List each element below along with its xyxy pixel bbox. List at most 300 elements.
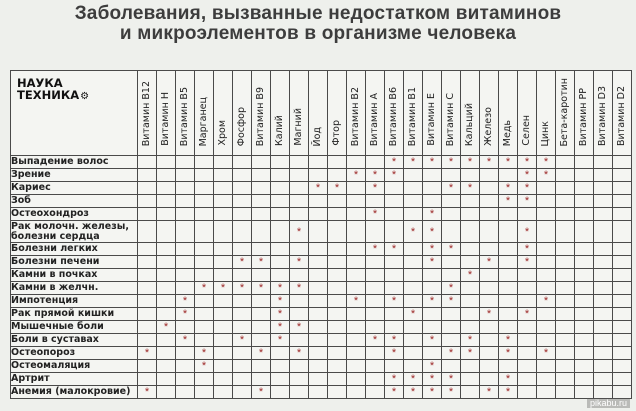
grid-cell [556, 334, 575, 347]
grid-cell [461, 386, 480, 399]
grid-cell [309, 208, 328, 221]
deficiency-mark-icon: * [429, 360, 435, 372]
nutrient-label: Витамин B5 [179, 86, 190, 146]
grid-cell [328, 182, 347, 195]
grid-cell [347, 169, 366, 182]
grid-cell [499, 334, 518, 347]
grid-cell [594, 308, 613, 321]
grid-cell [366, 360, 385, 373]
deficiency-mark-icon: * [277, 282, 283, 294]
grid-cell [138, 182, 157, 195]
grid-cell [556, 386, 575, 399]
deficiency-mark-icon: * [182, 295, 188, 307]
deficiency-mark-icon: * [277, 321, 283, 333]
disease-name-line: Зрение [11, 169, 51, 180]
grid-cell [385, 308, 404, 321]
grid-cell [233, 282, 252, 295]
deficiency-mark-icon: * [429, 295, 435, 307]
grid-cell [461, 360, 480, 373]
deficiency-mark-icon: * [505, 334, 511, 346]
grid-cell [385, 373, 404, 386]
grid-cell [613, 334, 632, 347]
disease-name [11, 182, 138, 195]
nutrient-header [347, 71, 366, 156]
grid-cell [575, 334, 594, 347]
grid-cell [499, 156, 518, 169]
disease-name-line: Мышечные боли [11, 321, 104, 332]
deficiency-mark-icon: * [258, 386, 264, 398]
deficiency-mark-icon: * [201, 347, 207, 359]
deficiency-mark-icon: * [201, 360, 207, 372]
deficiency-mark-icon: * [524, 169, 530, 181]
nutrient-label: Калий [274, 115, 285, 146]
grid-cell [252, 321, 271, 334]
grid-cell [176, 156, 195, 169]
grid-cell [271, 308, 290, 321]
grid-cell [290, 347, 309, 360]
grid-cell [138, 156, 157, 169]
grid-cell [537, 195, 556, 208]
table-row [11, 243, 632, 256]
grid-cell [518, 182, 537, 195]
grid-cell [214, 243, 233, 256]
grid-cell [366, 386, 385, 399]
deficiency-mark-icon: * [182, 334, 188, 346]
disease-name [11, 347, 138, 360]
nutrient-label: Медь [502, 119, 513, 146]
grid-cell [480, 321, 499, 334]
grid-cell [556, 169, 575, 182]
grid-cell [176, 256, 195, 269]
grid-cell [366, 308, 385, 321]
grid-cell [309, 282, 328, 295]
grid-cell [195, 269, 214, 282]
grid-cell [404, 182, 423, 195]
grid-cell [461, 256, 480, 269]
grid-cell [613, 295, 632, 308]
grid-cell [290, 256, 309, 269]
grid-cell [271, 321, 290, 334]
grid-cell [499, 269, 518, 282]
deficiency-mark-icon: * [353, 295, 359, 307]
deficiency-mark-icon: * [144, 386, 150, 398]
grid-cell [366, 256, 385, 269]
nutrient-header [385, 71, 404, 156]
nutrient-header [518, 71, 537, 156]
grid-cell [347, 295, 366, 308]
grid-cell [499, 282, 518, 295]
grid-cell [461, 182, 480, 195]
grid-cell [252, 334, 271, 347]
deficiency-mark-icon: * [543, 156, 549, 168]
grid-cell [442, 347, 461, 360]
deficiency-mark-icon: * [524, 195, 530, 207]
grid-cell [176, 360, 195, 373]
nutrient-label: Фосфор [236, 106, 247, 146]
deficiency-mark-icon: * [296, 282, 302, 294]
nutrient-label: Витамин PP [578, 87, 589, 146]
grid-cell [613, 386, 632, 399]
grid-cell [385, 156, 404, 169]
nutrient-label: Хром [217, 120, 228, 146]
disease-name-line: болезни сердца [11, 230, 100, 242]
grid-cell [252, 195, 271, 208]
grid-cell [309, 182, 328, 195]
grid-cell [480, 256, 499, 269]
grid-cell [423, 386, 442, 399]
grid-cell [309, 295, 328, 308]
grid-cell [176, 321, 195, 334]
grid-cell [328, 156, 347, 169]
grid-cell [290, 243, 309, 256]
nutrient-label: Витамин B6 [388, 86, 399, 146]
grid-cell [518, 208, 537, 221]
grid-cell [537, 308, 556, 321]
disease-name-line: Боли в суставах [11, 334, 99, 345]
grid-cell [442, 256, 461, 269]
grid-cell [594, 282, 613, 295]
grid-cell [290, 182, 309, 195]
grid-cell [252, 256, 271, 269]
deficiency-mark-icon: * [391, 386, 397, 398]
grid-cell [366, 221, 385, 243]
grid-cell [575, 221, 594, 243]
deficiency-mark-icon: * [144, 347, 150, 359]
disease-name [11, 308, 138, 321]
nutrient-header [556, 71, 575, 156]
table-row [11, 308, 632, 321]
grid-cell [328, 195, 347, 208]
grid-cell [252, 208, 271, 221]
table-row [11, 221, 632, 243]
deficiency-mark-icon: * [524, 156, 530, 168]
grid-cell [290, 295, 309, 308]
grid-cell [423, 256, 442, 269]
grid-cell [138, 321, 157, 334]
grid-cell [442, 243, 461, 256]
deficiency-mark-icon: * [448, 243, 454, 255]
table-row [11, 182, 632, 195]
grid-cell [594, 256, 613, 269]
grid-cell [461, 243, 480, 256]
grid-cell [423, 195, 442, 208]
grid-cell [499, 321, 518, 334]
deficiency-mark-icon: * [258, 256, 264, 268]
grid-cell [195, 282, 214, 295]
grid-cell [556, 195, 575, 208]
grid-cell [214, 334, 233, 347]
grid-cell [404, 386, 423, 399]
nutrient-label: Витамин B12 [141, 80, 152, 146]
deficiency-mark-icon: * [505, 195, 511, 207]
grid-cell [252, 269, 271, 282]
grid-cell [461, 269, 480, 282]
grid-cell [518, 282, 537, 295]
grid-cell [537, 208, 556, 221]
grid-cell [328, 169, 347, 182]
grid-cell [233, 386, 252, 399]
deficiency-mark-icon: * [182, 308, 188, 320]
grid-cell [176, 195, 195, 208]
grid-cell [575, 360, 594, 373]
grid-cell [195, 308, 214, 321]
grid-cell [214, 360, 233, 373]
grid-cell [176, 386, 195, 399]
grid-cell [594, 169, 613, 182]
grid-cell [252, 156, 271, 169]
grid-cell [252, 360, 271, 373]
grid-cell [442, 156, 461, 169]
grid-cell [271, 221, 290, 243]
nutrient-header [537, 71, 556, 156]
grid-cell [214, 208, 233, 221]
grid-cell [157, 360, 176, 373]
grid-cell [252, 243, 271, 256]
disease-name [11, 386, 138, 399]
grid-cell [442, 321, 461, 334]
deficiency-mark-icon: * [543, 295, 549, 307]
grid-cell [575, 243, 594, 256]
grid-cell [385, 334, 404, 347]
grid-cell [271, 295, 290, 308]
grid-cell [328, 282, 347, 295]
deficiency-mark-icon: * [467, 182, 473, 194]
grid-cell [423, 295, 442, 308]
deficiency-mark-icon: * [277, 295, 283, 307]
nutrient-label: Марганец [198, 96, 209, 146]
grid-cell [176, 334, 195, 347]
disease-name [11, 169, 138, 182]
grid-cell [347, 282, 366, 295]
grid-cell [271, 195, 290, 208]
grid-cell [328, 208, 347, 221]
grid-cell [537, 169, 556, 182]
grid-cell [385, 295, 404, 308]
grid-cell [214, 169, 233, 182]
grid-cell [176, 373, 195, 386]
logo-line-1: НАУКА [17, 76, 63, 90]
grid-cell [347, 182, 366, 195]
grid-cell [404, 243, 423, 256]
grid-cell [556, 360, 575, 373]
grid-cell [347, 360, 366, 373]
grid-cell [461, 308, 480, 321]
deficiency-mark-icon: * [467, 269, 473, 281]
grid-cell [613, 360, 632, 373]
nutrient-header [176, 71, 195, 156]
nutrient-header [252, 71, 271, 156]
deficiency-mark-icon: * [239, 256, 245, 268]
grid-cell [594, 208, 613, 221]
disease-name-line: Кариес [11, 182, 51, 193]
grid-cell [385, 208, 404, 221]
grid-cell [518, 321, 537, 334]
grid-cell [214, 156, 233, 169]
grid-cell [404, 334, 423, 347]
grid-cell [157, 195, 176, 208]
grid-cell [214, 282, 233, 295]
grid-cell [176, 182, 195, 195]
grid-cell [442, 373, 461, 386]
grid-cell [233, 347, 252, 360]
grid-cell [613, 195, 632, 208]
grid-cell [518, 373, 537, 386]
grid-cell [404, 208, 423, 221]
grid-cell [518, 295, 537, 308]
grid-cell [537, 321, 556, 334]
grid-cell [233, 182, 252, 195]
grid-cell [385, 269, 404, 282]
grid-cell [195, 221, 214, 243]
grid-cell [499, 360, 518, 373]
grid-cell [461, 334, 480, 347]
deficiency-mark-icon: * [505, 386, 511, 398]
grid-cell [309, 156, 328, 169]
disease-name-line: Остеомаляция [11, 360, 91, 371]
grid-cell [233, 295, 252, 308]
deficiency-mark-icon: * [239, 282, 245, 294]
grid-cell [480, 169, 499, 182]
grid-cell [613, 182, 632, 195]
disease-name [11, 269, 138, 282]
grid-cell [575, 256, 594, 269]
table-row [11, 386, 632, 399]
deficiency-mark-icon: * [524, 256, 530, 268]
deficiency-mark-icon: * [372, 169, 378, 181]
grid-cell [233, 373, 252, 386]
grid-cell [366, 243, 385, 256]
grid-cell [499, 386, 518, 399]
grid-cell [366, 373, 385, 386]
nutrient-header [480, 71, 499, 156]
grid-cell [499, 373, 518, 386]
grid-cell [499, 256, 518, 269]
deficiency-mark-icon: * [239, 334, 245, 346]
grid-cell [214, 386, 233, 399]
watermark: pikabu.ru [587, 398, 630, 408]
grid-cell [233, 321, 252, 334]
grid-cell [385, 347, 404, 360]
grid-cell [461, 156, 480, 169]
grid-cell [556, 221, 575, 243]
nutrient-header [366, 71, 385, 156]
grid-cell [138, 334, 157, 347]
disease-name [11, 334, 138, 347]
grid-cell [309, 169, 328, 182]
grid-cell [404, 321, 423, 334]
grid-cell [214, 182, 233, 195]
deficiency-mark-icon: * [505, 182, 511, 194]
grid-cell [613, 156, 632, 169]
grid-cell [347, 243, 366, 256]
deficiency-mark-icon: * [486, 386, 492, 398]
title-line-1: Заболевания, вызванные недостатком витаминов [74, 3, 562, 24]
grid-cell [366, 269, 385, 282]
deficiency-mark-icon: * [201, 282, 207, 294]
nutrient-label: Витамин A [369, 92, 380, 146]
grid-cell [157, 295, 176, 308]
grid-cell [214, 347, 233, 360]
grid-cell [176, 295, 195, 308]
grid-cell [423, 156, 442, 169]
table-row [11, 269, 632, 282]
grid-cell [195, 373, 214, 386]
grid-cell [461, 321, 480, 334]
grid-cell [328, 360, 347, 373]
grid-cell [290, 208, 309, 221]
grid-cell [499, 195, 518, 208]
disease-name-line: Зоб [11, 195, 31, 206]
grid-cell [252, 295, 271, 308]
grid-cell [309, 256, 328, 269]
grid-cell [461, 208, 480, 221]
grid-cell [499, 169, 518, 182]
grid-cell [366, 295, 385, 308]
grid-cell [233, 308, 252, 321]
grid-cell [385, 360, 404, 373]
grid-cell [138, 347, 157, 360]
deficiency-mark-icon: * [429, 156, 435, 168]
deficiency-mark-icon: * [524, 225, 530, 238]
deficiency-mark-icon: * [505, 347, 511, 359]
grid-cell [575, 347, 594, 360]
nutrient-header [233, 71, 252, 156]
grid-cell [480, 308, 499, 321]
grid-cell [613, 243, 632, 256]
deficiency-mark-icon: * [372, 208, 378, 220]
deficiency-mark-icon: * [429, 225, 435, 238]
grid-cell [594, 195, 613, 208]
grid-cell [480, 182, 499, 195]
grid-cell [423, 334, 442, 347]
grid-cell [252, 373, 271, 386]
nutrient-header [138, 71, 157, 156]
grid-cell [366, 334, 385, 347]
grid-cell [233, 360, 252, 373]
deficiency-mark-icon: * [448, 347, 454, 359]
grid-cell [347, 321, 366, 334]
nutrient-label: Витамин D2 [616, 86, 627, 146]
logo-line-2: ТЕХНИКА [17, 88, 80, 102]
deficiency-mark-icon: * [524, 243, 530, 255]
grid-cell [157, 282, 176, 295]
grid-cell [271, 360, 290, 373]
table-row [11, 256, 632, 269]
grid-cell [290, 386, 309, 399]
deficiency-mark-icon: * [391, 156, 397, 168]
grid-cell [214, 195, 233, 208]
deficiency-mark-icon: * [391, 373, 397, 385]
grid-cell [575, 282, 594, 295]
grid-cell [290, 334, 309, 347]
grid-cell [385, 256, 404, 269]
grid-cell [480, 295, 499, 308]
deficiency-mark-icon: * [429, 334, 435, 346]
grid-cell [461, 347, 480, 360]
grid-cell [385, 221, 404, 243]
grid-cell [518, 243, 537, 256]
nutrient-label: Железо [483, 107, 494, 146]
grid-cell [385, 321, 404, 334]
deficiency-mark-icon: * [448, 295, 454, 307]
grid-cell [404, 373, 423, 386]
grid-cell [404, 282, 423, 295]
grid-cell [309, 334, 328, 347]
deficiency-mark-icon: * [258, 347, 264, 359]
grid-cell [157, 373, 176, 386]
deficiency-mark-icon: * [334, 182, 340, 194]
grid-cell [442, 221, 461, 243]
